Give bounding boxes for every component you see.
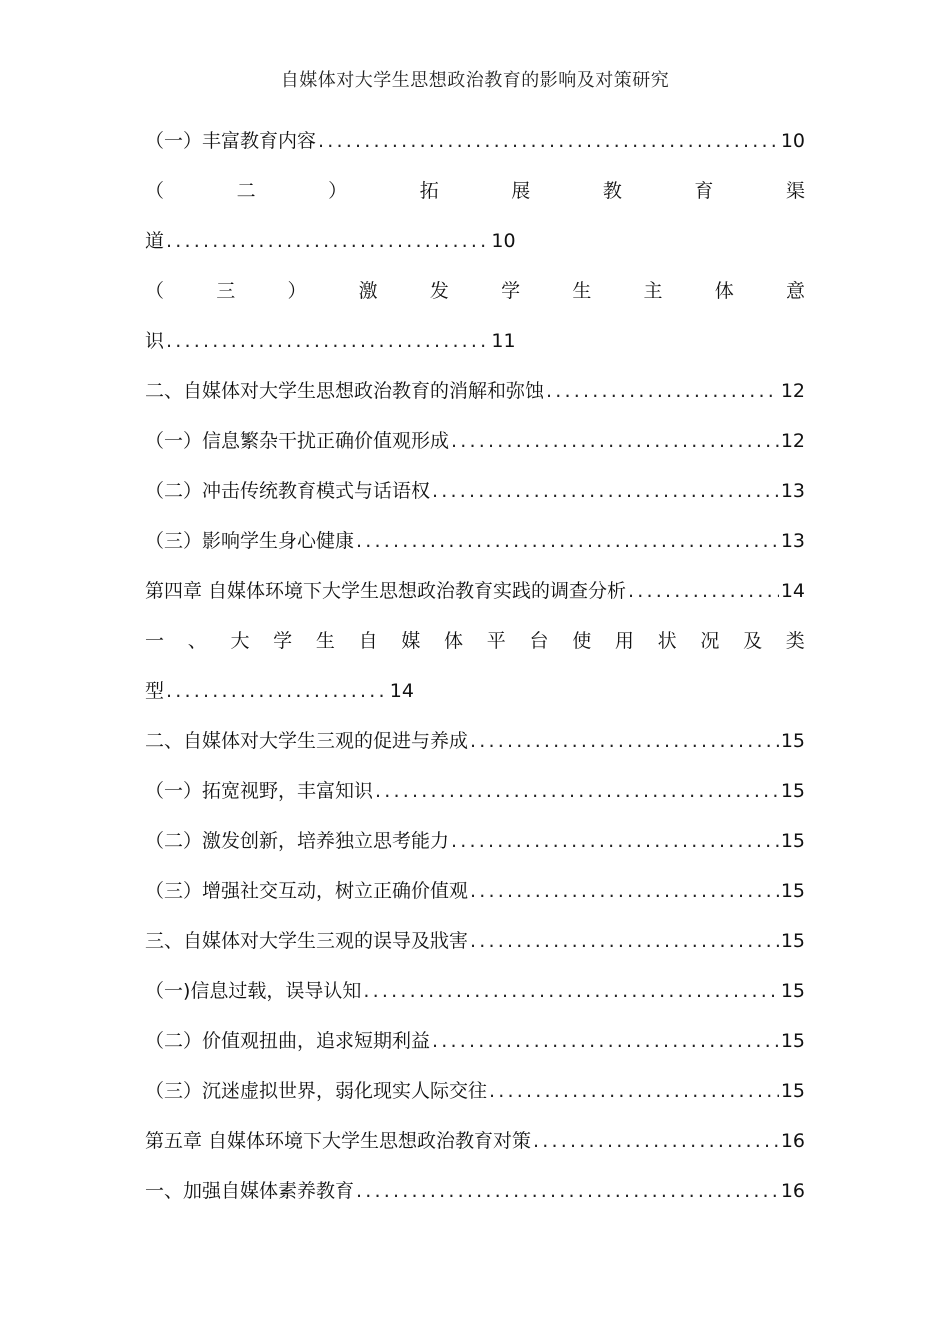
toc-entry-title: （二）冲击传统教育模式与话语权 [145,480,431,502]
toc-page-number: 12 [780,430,805,452]
toc-entry[interactable] [145,1166,805,1216]
toc-leader-dots [470,716,779,766]
toc-page-number: 10 [780,130,805,152]
toc-entry-title: （一)信息过载，误导认知 [145,980,362,1002]
toc-entry-title: 识 [145,330,165,352]
toc-entry-char: 自 [358,630,378,652]
table-of-contents [145,116,805,1216]
toc-leader-dots [356,516,779,566]
toc-entry-title: 一、加强自媒体素养教育 [145,1180,355,1202]
toc-page-number: 15 [780,1030,805,1052]
toc-leader-dots [451,816,779,866]
toc-entry-title: （一）信息繁杂干扰正确价值观形成 [145,430,450,452]
toc-entry-title: （一）拓宽视野，丰富知识 [145,780,374,802]
toc-entry-title: 型 [145,680,165,702]
toc-entry-char: 用 [614,630,634,652]
toc-page-number: 13 [780,480,805,502]
toc-leader-dots [628,566,779,616]
toc-page-number: 10 [491,230,516,252]
toc-entry-title: 二、自媒体对大学生思想政治教育的消解和弥蚀 [145,380,545,402]
toc-entry[interactable] [145,1066,805,1116]
toc-entry-char: 学 [273,630,293,652]
toc-entry-char: 育 [694,180,714,202]
toc-page-number: 15 [780,1080,805,1102]
toc-entry-char: 及 [743,630,763,652]
toc-entry-char: 生 [315,630,335,652]
toc-entry-char: 大 [230,630,250,652]
toc-page-number: 12 [780,380,805,402]
toc-leader-dots: ................................... [166,230,490,252]
toc-entry-char: 使 [572,630,592,652]
toc-entry-char: 况 [700,630,720,652]
toc-entry[interactable] [145,316,805,366]
toc-entry[interactable] [145,416,805,466]
toc-page-number: 14 [780,580,805,602]
toc-leader-dots [533,1116,779,1166]
toc-page-number: 11 [491,330,516,352]
toc-entry-char: 、 [187,630,207,652]
toc-entry-char: 状 [657,630,677,652]
toc-entry-char: 学 [501,280,521,302]
toc-entry[interactable] [145,516,805,566]
toc-page-number: 15 [780,930,805,952]
toc-page-number: 16 [780,1180,805,1202]
toc-entry-char: 拓 [419,180,439,202]
toc-leader-dots [363,966,778,1016]
toc-entry-wrapped[interactable] [145,266,805,316]
toc-entry-char: 生 [572,280,592,302]
toc-entry[interactable] [145,566,805,616]
toc-leader-dots [451,416,779,466]
toc-entry[interactable] [145,366,805,416]
toc-page-number: 16 [780,1130,805,1152]
toc-entry-title: （三）沉迷虚拟世界，弱化现实人际交往 [145,1080,488,1102]
toc-page-number: 15 [780,980,805,1002]
toc-entry-title: 第四章 自媒体环境下大学生思想政治教育实践的调查分析 [145,580,627,602]
toc-entry-char: ） [287,280,307,302]
toc-entry[interactable] [145,1116,805,1166]
toc-entry-char: 体 [444,630,464,652]
toc-leader-dots [318,116,779,166]
toc-page-number: 14 [389,680,414,702]
toc-entry-char: 二 [236,180,256,202]
running-header: 自媒体对大学生思想政治教育的影响及对策研究 [280,70,670,91]
toc-entry-title: 第五章 自媒体环境下大学生思想政治教育对策 [145,1130,532,1152]
toc-entry-title: （一）丰富教育内容 [145,130,317,152]
toc-page-number: 15 [780,880,805,902]
toc-entry-char: 类 [785,630,805,652]
toc-entry-char: 一 [145,630,165,652]
toc-entry-char: 台 [529,630,549,652]
toc-entry[interactable] [145,766,805,816]
toc-leader-dots [470,916,779,966]
toc-entry-char: 教 [602,180,622,202]
toc-entry-wrapped[interactable] [145,616,805,666]
toc-entry[interactable] [145,466,805,516]
toc-leader-dots [432,1016,779,1066]
toc-entry[interactable] [145,716,805,766]
toc-entry-char: 体 [714,280,734,302]
toc-entry[interactable] [145,116,805,166]
toc-page-number: 15 [780,830,805,852]
toc-entry-char: ） [328,180,348,202]
toc-leader-dots: ........................ [166,680,388,702]
toc-entry-char: 三 [216,280,236,302]
toc-entry-char: 激 [358,280,378,302]
toc-entry-char: 媒 [401,630,421,652]
toc-entry[interactable] [145,666,805,716]
toc-leader-dots [375,766,779,816]
toc-entry-title: （二）价值观扭曲，追求短期利益 [145,1030,431,1052]
toc-entry-wrapped[interactable] [145,166,805,216]
toc-page-number: 15 [780,730,805,752]
toc-entry-char: 主 [643,280,663,302]
toc-leader-dots [356,1166,779,1216]
toc-entry-char: 展 [511,180,531,202]
toc-entry-char: 平 [486,630,506,652]
toc-page-number: 15 [780,780,805,802]
toc-leader-dots [546,366,779,416]
toc-leader-dots [470,866,779,916]
toc-entry-title: 道 [145,230,165,252]
toc-leader-dots [432,466,779,516]
toc-entry-title: 三、自媒体对大学生三观的误导及戕害 [145,930,469,952]
toc-entry[interactable] [145,216,805,266]
toc-entry[interactable] [145,1016,805,1066]
toc-entry-title: （二）激发创新，培养独立思考能力 [145,830,450,852]
toc-entry[interactable] [145,816,805,866]
toc-leader-dots: ................................... [166,330,490,352]
toc-entry-title: 二、自媒体对大学生三观的促进与养成 [145,730,469,752]
toc-entry-char: （ [145,280,165,302]
toc-entry-char: 渠 [785,180,805,202]
toc-entry[interactable] [145,966,805,1016]
toc-entry-char: （ [145,180,165,202]
toc-leader-dots [489,1066,779,1116]
toc-entry[interactable] [145,866,805,916]
toc-entry-title: （三）影响学生身心健康 [145,530,355,552]
toc-entry[interactable] [145,916,805,966]
toc-page-number: 13 [780,530,805,552]
toc-entry-char: 意 [785,280,805,302]
toc-entry-title: （三）增强社交互动，树立正确价值观 [145,880,469,902]
toc-entry-char: 发 [429,280,449,302]
